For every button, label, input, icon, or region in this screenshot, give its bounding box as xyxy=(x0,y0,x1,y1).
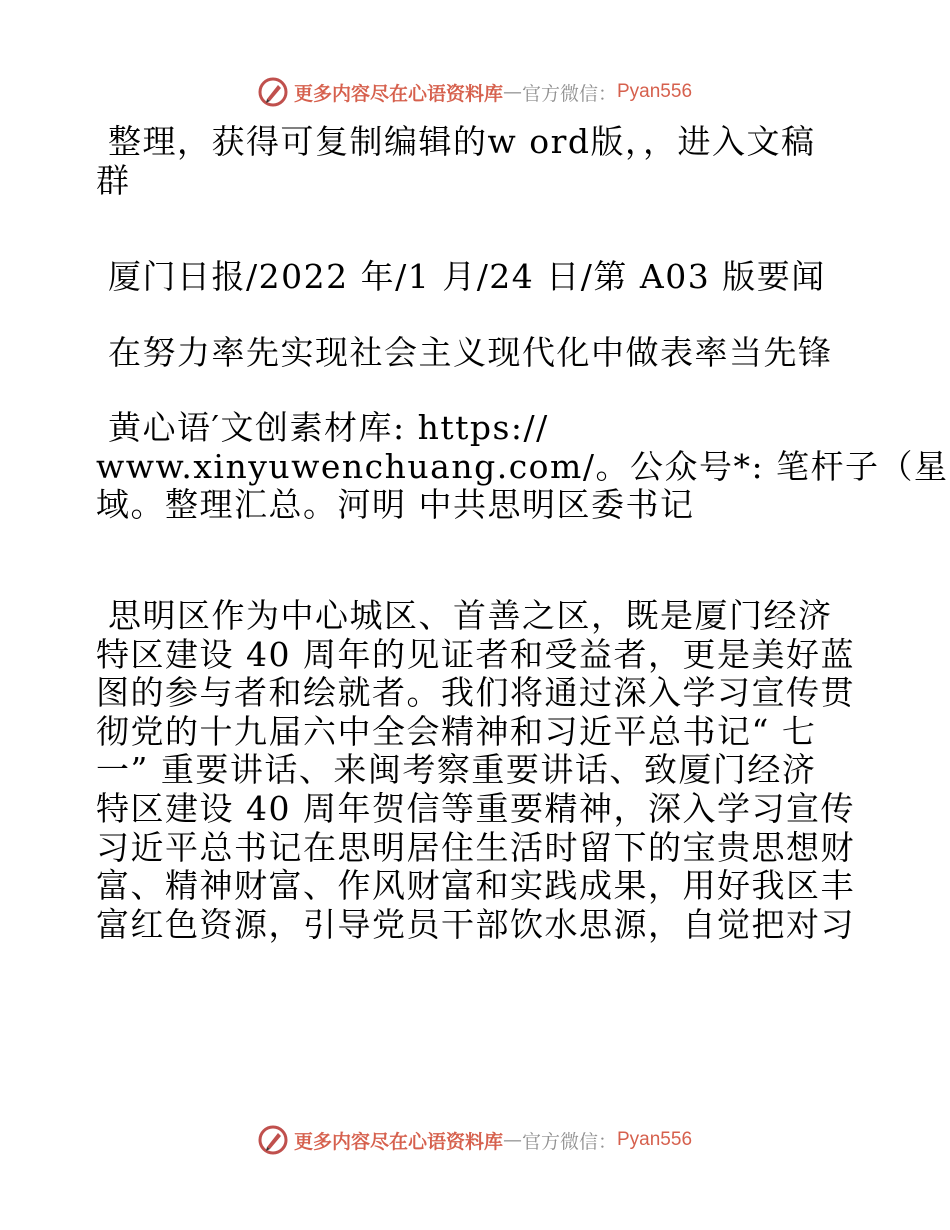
text-line: 彻党的十九届六中全会精神和习近平总书记“ 七 xyxy=(96,711,817,751)
intro-paragraph xyxy=(96,123,856,200)
banner-lead-text: 更多内容尽在心语资料库 xyxy=(293,1130,503,1153)
text-line: 厦门日报/2022 年/1 月/24 日/第 A03 版要闻 xyxy=(108,257,826,296)
banner-separator: — xyxy=(502,81,522,103)
text-line: 一” 重要讲话、来闽考察重要讲话、致厦门经济 xyxy=(96,750,817,790)
banner-wechat-label: 官方微信： xyxy=(521,1130,617,1153)
banner-separator: — xyxy=(502,1129,522,1151)
text-line: www.xinyuwenchuang.com/。公众号*: 笔杆子（星 xyxy=(96,446,949,486)
text-line: 富、精神财富、作风财富和实践成果，用好我区丰 xyxy=(96,866,855,906)
body-paragraph xyxy=(96,597,856,944)
banner-wechat-id: Pyan556 xyxy=(617,1129,693,1150)
header-watermark xyxy=(0,72,950,112)
source-line xyxy=(96,258,856,297)
text-line: 思明区作为中心城区、首善之区，既是厦门经济 xyxy=(108,596,833,635)
text-line: 域。整理汇总。河明 中共思明区委书记 xyxy=(96,485,695,525)
text-line: 在努力率先实现社会主义现代化中做表率当先锋 xyxy=(108,333,833,372)
text-line: 习近平总书记在思明居住生活时留下的宝贵思想财 xyxy=(96,827,855,867)
pen-logo-icon xyxy=(258,77,288,107)
source-note-paragraph xyxy=(96,408,949,525)
article-title xyxy=(96,334,856,373)
text-line: 富红色资源，引导党员干部饮水思源，自觉把对习 xyxy=(96,904,855,944)
text-line: 特区建设 40 周年的见证者和受益者，更是美好蓝 xyxy=(96,634,855,674)
footer-watermark xyxy=(0,1120,950,1160)
banner-wechat-id: Pyan556 xyxy=(617,81,693,102)
banner-wechat-label: 官方微信： xyxy=(521,82,617,105)
text-line: 特区建设 40 周年贺信等重要精神，深入学习宣传 xyxy=(96,789,855,829)
text-line: 群 xyxy=(96,160,131,200)
banner-lead-text: 更多内容尽在心语资料库 xyxy=(293,82,503,105)
text-line: 整理，获得可复制编辑的w ord版，，进入文稿 xyxy=(108,122,816,161)
pen-logo-icon xyxy=(258,1125,288,1155)
text-line: 黄心语′文创素材库: https:// xyxy=(108,408,549,447)
text-line: 图的参与者和绘就者。我们将通过深入学习宣传贯 xyxy=(96,673,855,713)
